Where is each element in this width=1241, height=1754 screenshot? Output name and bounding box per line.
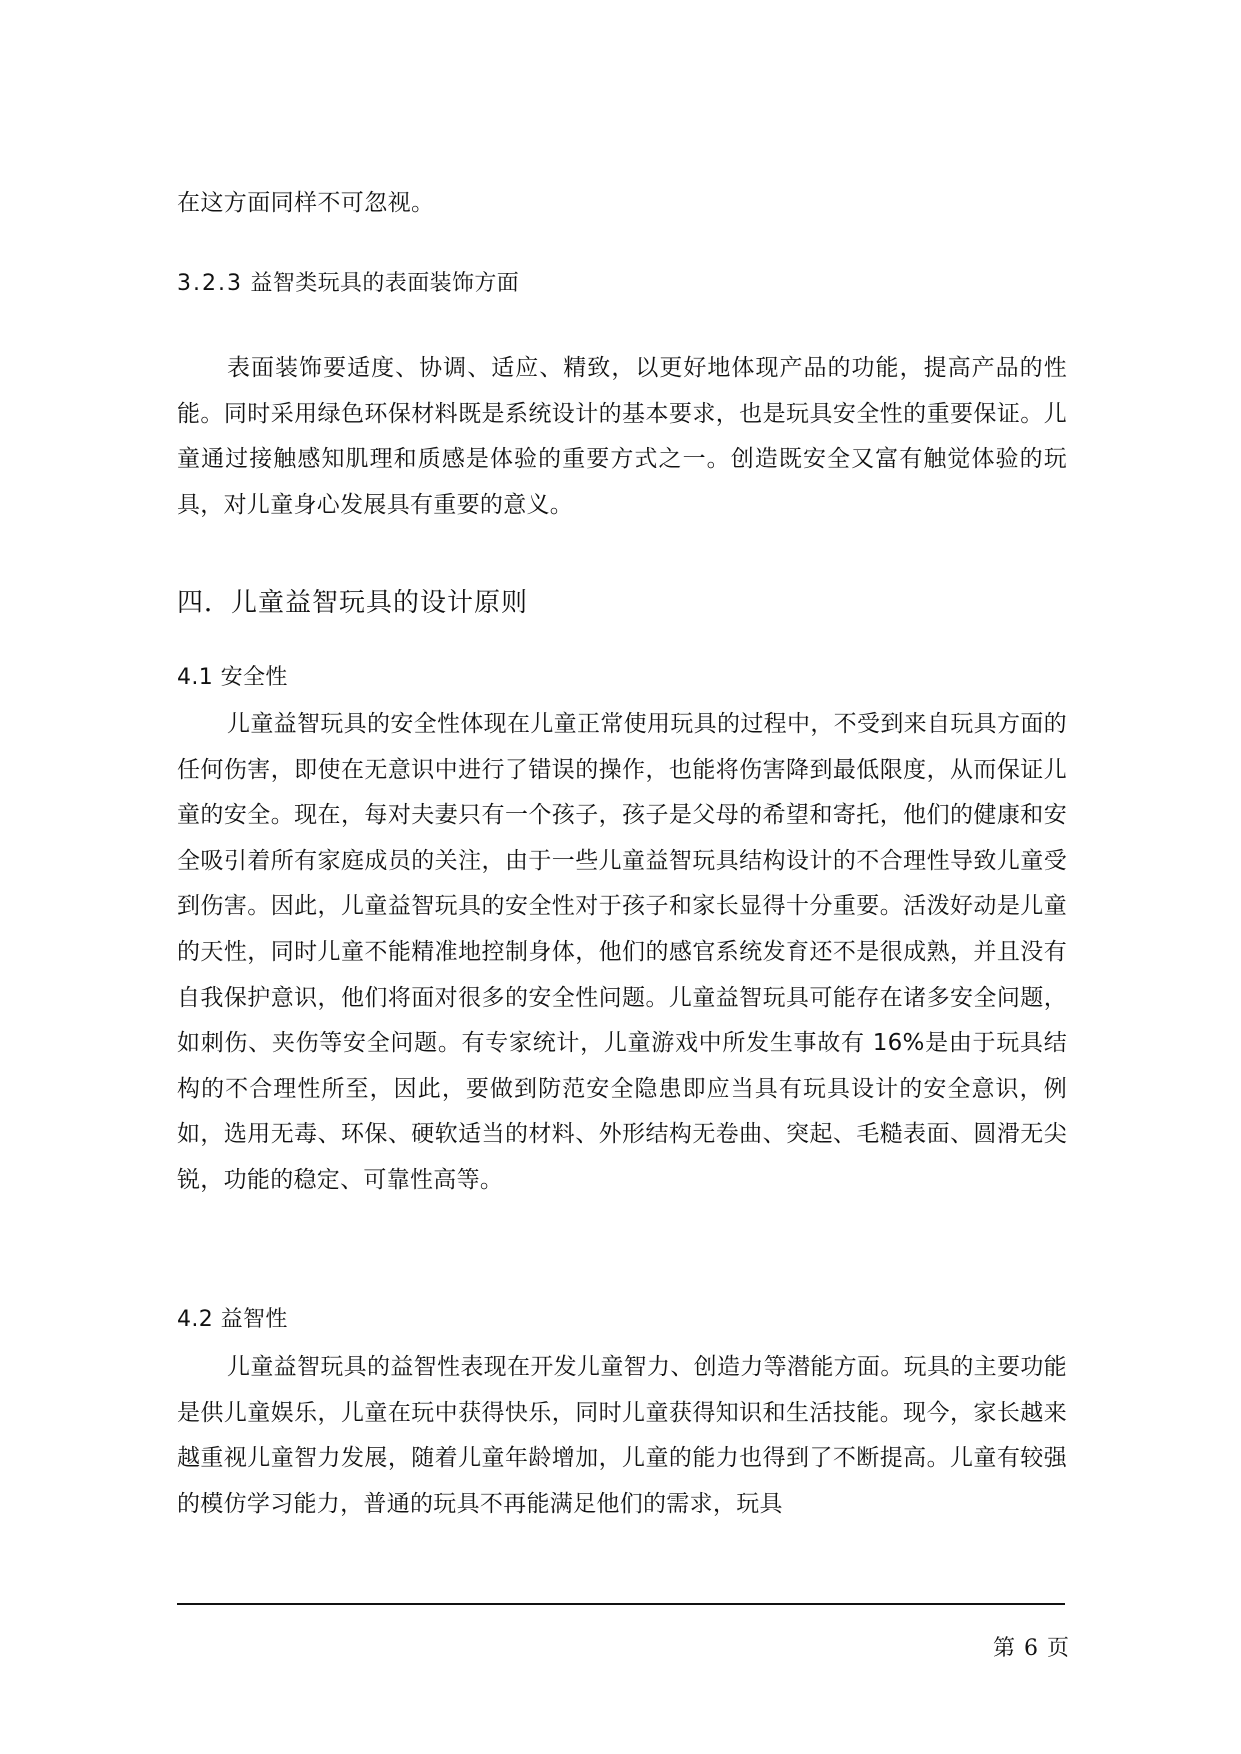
section-4-1-body xyxy=(177,702,1067,1204)
section-4-2-paragraph: 儿童益智玩具的益智性表现在开发儿童智力、创造力等潜能方面。玩具的主要功能是供儿童娱乐，儿童在玩中获得快乐，同时儿童获得知识和生活技能。现今，家长越来越重视儿童智力发展，随着儿童年龄增加，儿童的能力也得到了不断提高。儿童有较强的模仿学习能力，普通的玩具不再能满足他们的需求，玩具 xyxy=(177,1354,1067,1517)
footer-divider xyxy=(177,1603,1065,1605)
section-3-2-3-paragraph: 表面装饰要适度、协调、适应、精致，以更好地体现产品的功能，提高产品的性能。同时采用绿色环保材料既是系统设计的基本要求，也是玩具安全性的重要保证。儿童通过接触感知肌理和质感是体验的重要方式之一。创造既安全又富有触觉体验的玩具，对儿童身心发展具有重要的意义。 xyxy=(177,355,1067,518)
section-3-2-3-number: 3.2.3 xyxy=(177,271,243,296)
section-3-2-3-body xyxy=(177,346,1067,528)
section-4-2-heading: 4.2 益智性 xyxy=(177,1307,288,1332)
section-3-2-3-heading xyxy=(177,272,519,296)
lead-text-fragment: 在这方面同样不可忽视。 xyxy=(177,190,435,216)
section-4-1-heading: 4.1 安全性 xyxy=(177,665,288,690)
section-3-2-3-title: 益智类玩具的表面装饰方面 xyxy=(250,271,520,296)
chapter-4-heading: 四．儿童益智玩具的设计原则 xyxy=(177,588,529,618)
section-4-2-body xyxy=(177,1345,1067,1527)
section-4-1-paragraph: 儿童益智玩具的安全性体现在儿童正常使用玩具的过程中，不受到来自玩具方面的任何伤害，即使在无意识中进行了错误的操作，也能将伤害降到最低限度，从而保证儿童的安全。现在，每对夫妻只有一个孩子，孩子是父母的希望和寄托，他们的健康和安全吸引着所有家庭成员的关注，由于一些儿童益智玩具结构设计的不合理性导致儿童受到伤害。因此，儿童益智玩具的安全性对于孩子和家长显得十分重要。活泼好动是儿童的天性，同时儿童不能精准地控制身体，他们的感官系统发育还不是很成熟，并且没有自我保护意识，他们将面对很多的安全性问题。儿童益智玩具可能存在诸多安全问题，如刺伤、夹伤等安全问题。有专家统计，儿童游戏中所发生事故有 16%是由于玩具结构的不合理性所至，因此，要做到防范安全隐患即应当具有玩具设计的安全意识，例如，选用无毒、环保、硬软适当的材料、外形结构无卷曲、突起、毛糙表面、圆滑无尖锐，功能的稳定、可靠性高等。 xyxy=(177,711,1067,1193)
page-number: 第 6 页 xyxy=(993,1636,1070,1661)
